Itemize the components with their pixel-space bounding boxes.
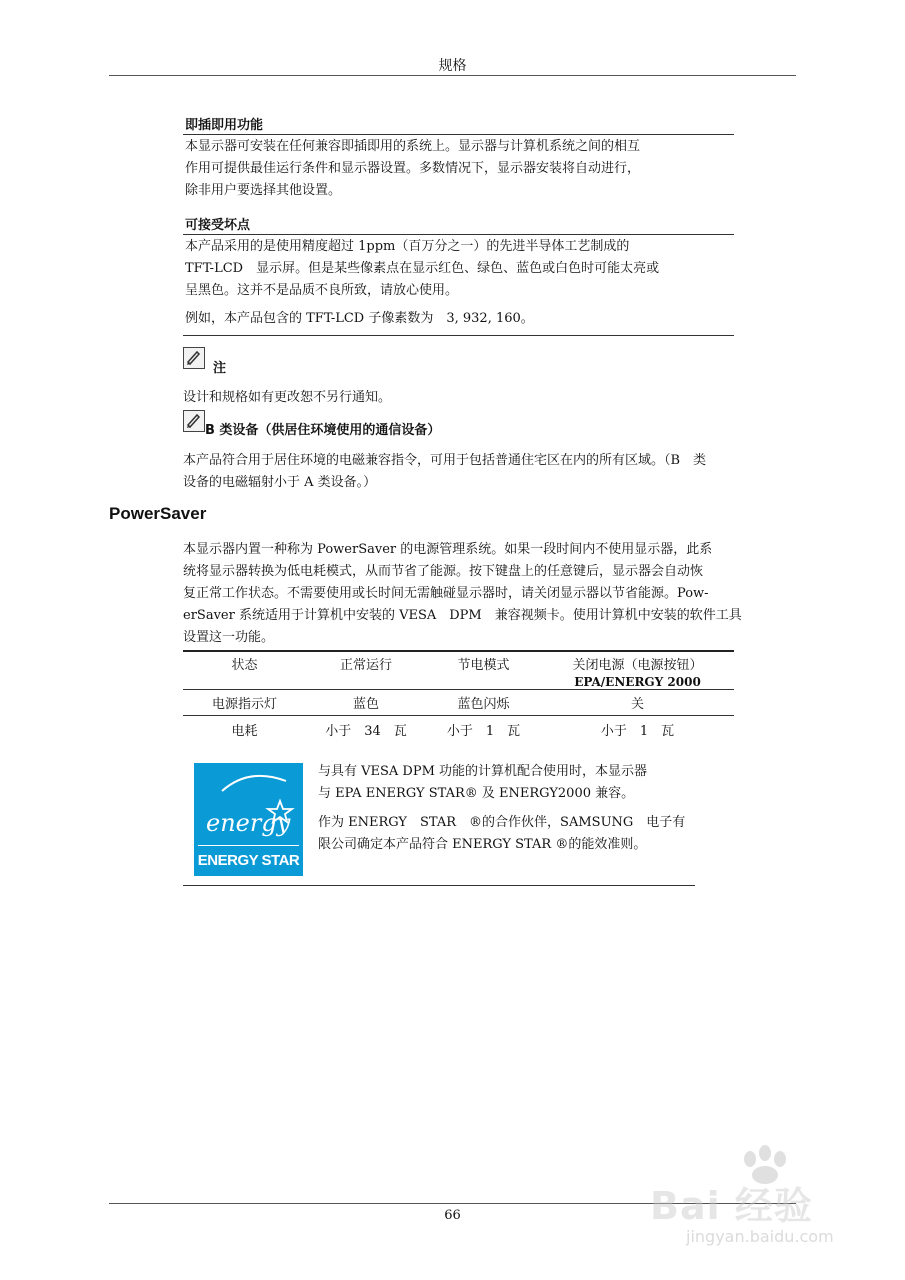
text-line: 统将显示器转换为低电耗模式，从而节省了能源。按下键盘上的任意键后，显示器会自动恢 — [183, 564, 704, 579]
text-line: 作用可提供最佳运行条件和显示器设置。多数情况下，显示器安装将自动进行， — [185, 161, 641, 176]
table-header-cell: 正常运行 — [339, 658, 392, 673]
note-text: 设计和规格如有更改恕不另行通知。 — [183, 390, 392, 405]
text-line: TFT-LCD 显示屏。但是某些像素点在显示红色、绿色、蓝色或白色时可能太亮或 — [185, 261, 660, 276]
text-line: 本显示器内置一种称为 PowerSaver 的电源管理系统。如果一段时间内不使用显示器，此系 — [183, 542, 713, 557]
power-table — [183, 653, 734, 742]
table-top-rule — [183, 650, 734, 652]
header-rule — [109, 75, 796, 76]
powersaver-heading: PowerSaver — [109, 504, 207, 523]
text-line: 本产品采用的是使用精度超过 1ppm（百万分之一）的先进半导体工艺制成的 — [185, 239, 630, 254]
table-cell: 电耗 — [231, 723, 258, 739]
text-line: 本显示器可安装在任何兼容即插即用的系统上。显示器与计算机系统之间的相互 — [185, 139, 641, 154]
table-header-cell: 节电模式 — [457, 658, 510, 673]
page-header-title: 规格 — [438, 58, 467, 74]
table-cell: 小于 1 瓦 — [446, 723, 521, 739]
watermark-brand: Bai 经验 — [650, 1184, 813, 1228]
table-row — [183, 691, 734, 716]
plug-and-play-heading: 即插即用功能 — [185, 118, 264, 133]
text-line: 呈黑色。这并不是品质不良所致，请放心使用。 — [185, 283, 459, 298]
plug-and-play-text — [185, 136, 745, 202]
note-label: 注 — [213, 361, 227, 376]
dead-pixels-text — [185, 236, 745, 302]
section-rule — [183, 134, 734, 135]
dead-pixels-heading: 可接受坏点 — [185, 218, 251, 233]
table-cell: 蓝色 — [352, 697, 379, 713]
text-line: 设备的电磁辐射小于 A 类设备。） — [183, 475, 377, 490]
baidu-watermark — [650, 1145, 890, 1265]
text-line: erSaver 系统适用于计算机中安装的 VESA DPM 兼容视频卡。使用计算机中安装的软件工具 — [183, 608, 742, 623]
table-header-text: 关闭电源（电源按钮） — [572, 658, 703, 673]
logo-script-text: energy — [206, 809, 291, 837]
table-row — [183, 717, 734, 742]
text-line: 设置这一功能。 — [183, 630, 275, 645]
text-line: 与 EPA ENERGY STAR® 及 ENERGY2000 兼容。 — [318, 786, 635, 801]
table-subheader: EPA/ENERGY 2000 — [574, 675, 701, 689]
class-b-text — [183, 450, 803, 494]
energy-paragraph-2 — [318, 812, 718, 856]
table-cell: 蓝色闪烁 — [457, 697, 510, 713]
energy-bottom-rule — [183, 885, 695, 886]
table-header-cell: 状态 — [231, 658, 258, 673]
table-cell: 小于 1 瓦 — [600, 723, 675, 739]
text-line: 除非用户要选择其他设置。 — [185, 183, 342, 198]
dead-pixels-example: 例如，本产品包含的 TFT-LCD 子像素数为 3, 932, 160。 — [185, 311, 534, 326]
table-header-cell — [541, 653, 734, 690]
section-rule — [183, 335, 734, 336]
note-pencil-icon — [183, 410, 205, 432]
logo-caption: ENERGY STAR — [197, 852, 300, 869]
energy-star-logo — [194, 763, 303, 876]
energy-star-emblem — [194, 763, 303, 849]
text-line: 与具有 VESA DPM 功能的计算机配合使用时，本显示器 — [318, 764, 648, 779]
section-rule — [183, 234, 734, 235]
energy-paragraph-1 — [318, 761, 718, 805]
powersaver-text — [183, 539, 803, 649]
text-line: 限公司确定本产品符合 ENERGY STAR ®的能效准则。 — [318, 837, 647, 852]
table-cell: 小于 34 瓦 — [325, 723, 407, 739]
note-pencil-icon — [183, 347, 205, 369]
table-header-row — [183, 653, 734, 690]
text-line: 作为 ENERGY STAR ®的合作伙伴，SAMSUNG 电子有 — [318, 815, 686, 830]
page-number: 66 — [444, 1208, 461, 1223]
table-cell: 关 — [630, 697, 644, 713]
table-cell: 电源指示灯 — [211, 697, 277, 713]
class-b-heading: B 类设备（供居住环境使用的通信设备） — [205, 423, 441, 438]
text-line: 本产品符合用于居住环境的电磁兼容指令，可用于包括普通住宅区在内的所有区域。（B 类 — [183, 453, 707, 468]
watermark-url: jingyan.baidu.com — [686, 1227, 834, 1246]
text-line: 复正常工作状态。不需要使用或长时间无需触碰显示器时，请关闭显示器以节省能源。Pow- — [183, 586, 709, 601]
